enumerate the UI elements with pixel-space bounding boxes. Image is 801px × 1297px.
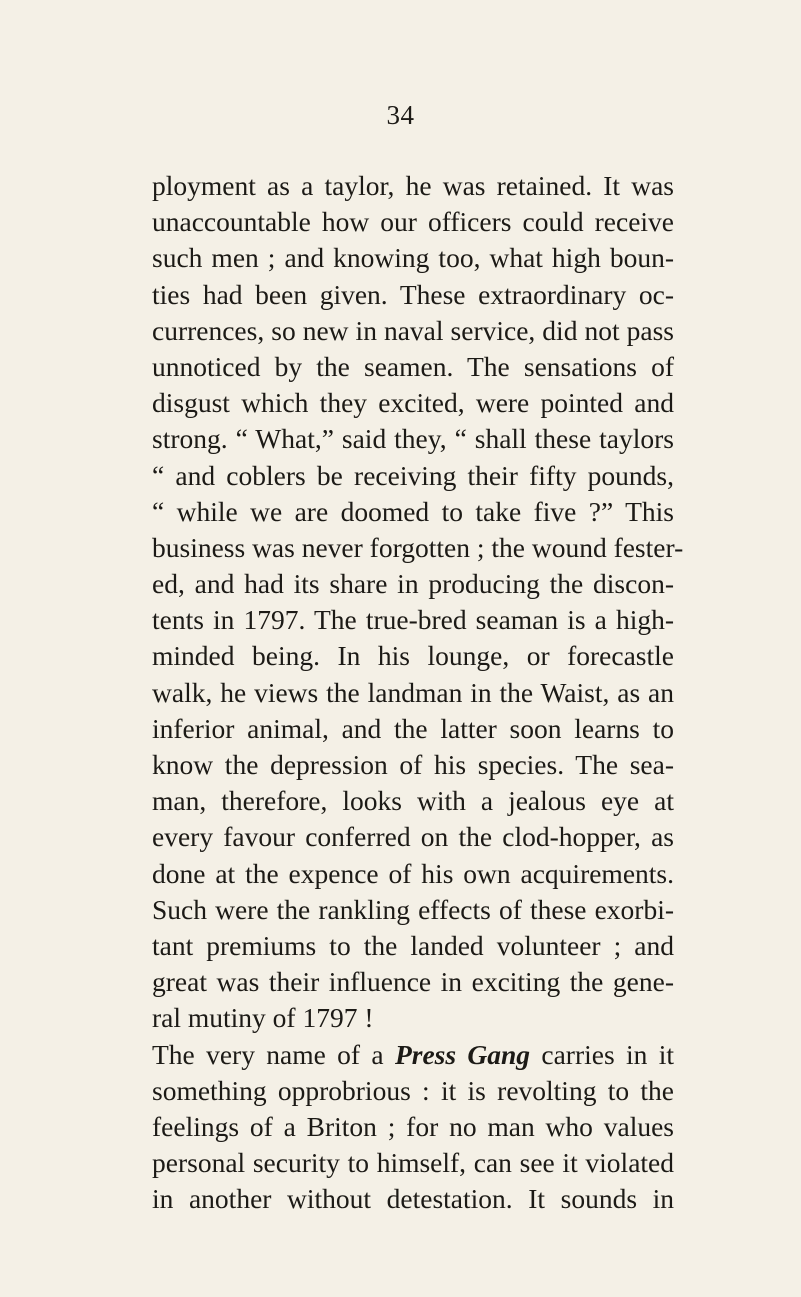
text-line: currences, so new in naval service, did not pass bbox=[152, 314, 674, 346]
text-line: every favour conferred on the clod-hopper, as bbox=[152, 821, 674, 853]
text-line: ral mutiny of 1797 ! bbox=[152, 1002, 374, 1034]
text-line: inferior animal, and the latter soon learns to bbox=[152, 712, 674, 744]
body-text bbox=[152, 168, 684, 1217]
text-line: great was their influence in exciting the gene- bbox=[152, 966, 674, 998]
text-line: “ while we are doomed to take five ?” This bbox=[152, 495, 674, 527]
text-line: unnoticed by the seamen. The sensations of bbox=[152, 350, 674, 382]
text-line bbox=[152, 1037, 674, 1073]
text-line: in another without detestation. It sounds in bbox=[152, 1183, 674, 1215]
text-line: “ and coblers be receiving their fifty pounds, bbox=[152, 459, 674, 491]
text-line: minded being. In his lounge, or forecastle bbox=[152, 640, 674, 672]
text-line: strong. “ What,” said they, “ shall these taylors bbox=[152, 423, 674, 455]
text-line: personal security to himself, can see it violated bbox=[152, 1147, 674, 1179]
text-line: man, therefore, looks with a jealous eye at bbox=[152, 785, 674, 817]
text-line: Such were the rankling effects of these exorbi- bbox=[152, 893, 674, 925]
text-line: done at the expence of his own acquirements. bbox=[152, 857, 674, 889]
page-number: 34 bbox=[386, 100, 415, 130]
text-line: feelings of a Briton ; for no man who values bbox=[152, 1110, 674, 1142]
text-line: know the depression of his species. The sea- bbox=[152, 749, 674, 780]
paragraph-lead: The very name of a bbox=[152, 1038, 395, 1070]
text-line: ployment as a taylor, he was retained. It was bbox=[152, 170, 674, 201]
text-line: unaccountable how our officers could receive bbox=[152, 206, 674, 238]
text-line: walk, he views the landman in the Waist, as an bbox=[152, 676, 674, 708]
text-line: ed, and had its share in producing the discon- bbox=[152, 568, 674, 600]
text-line: ties had been given. These extraordinary oc- bbox=[152, 278, 674, 310]
text-line: such men ; and knowing too, what high boun- bbox=[152, 242, 674, 274]
italic-phrase: Press Gang bbox=[394, 1038, 531, 1070]
paragraph-rest: carries in it bbox=[530, 1038, 675, 1070]
text-line: business was never forgotten ; the wound fester- bbox=[152, 531, 684, 563]
text-line: disgust which they excited, were pointed and bbox=[152, 387, 674, 419]
text-line: tant premiums to the landed volunteer ; and bbox=[152, 929, 674, 961]
text-line: tents in 1797. The true-bred seaman is a high- bbox=[152, 604, 674, 636]
text-line: something opprobrious : it is revolting to the bbox=[152, 1074, 674, 1106]
